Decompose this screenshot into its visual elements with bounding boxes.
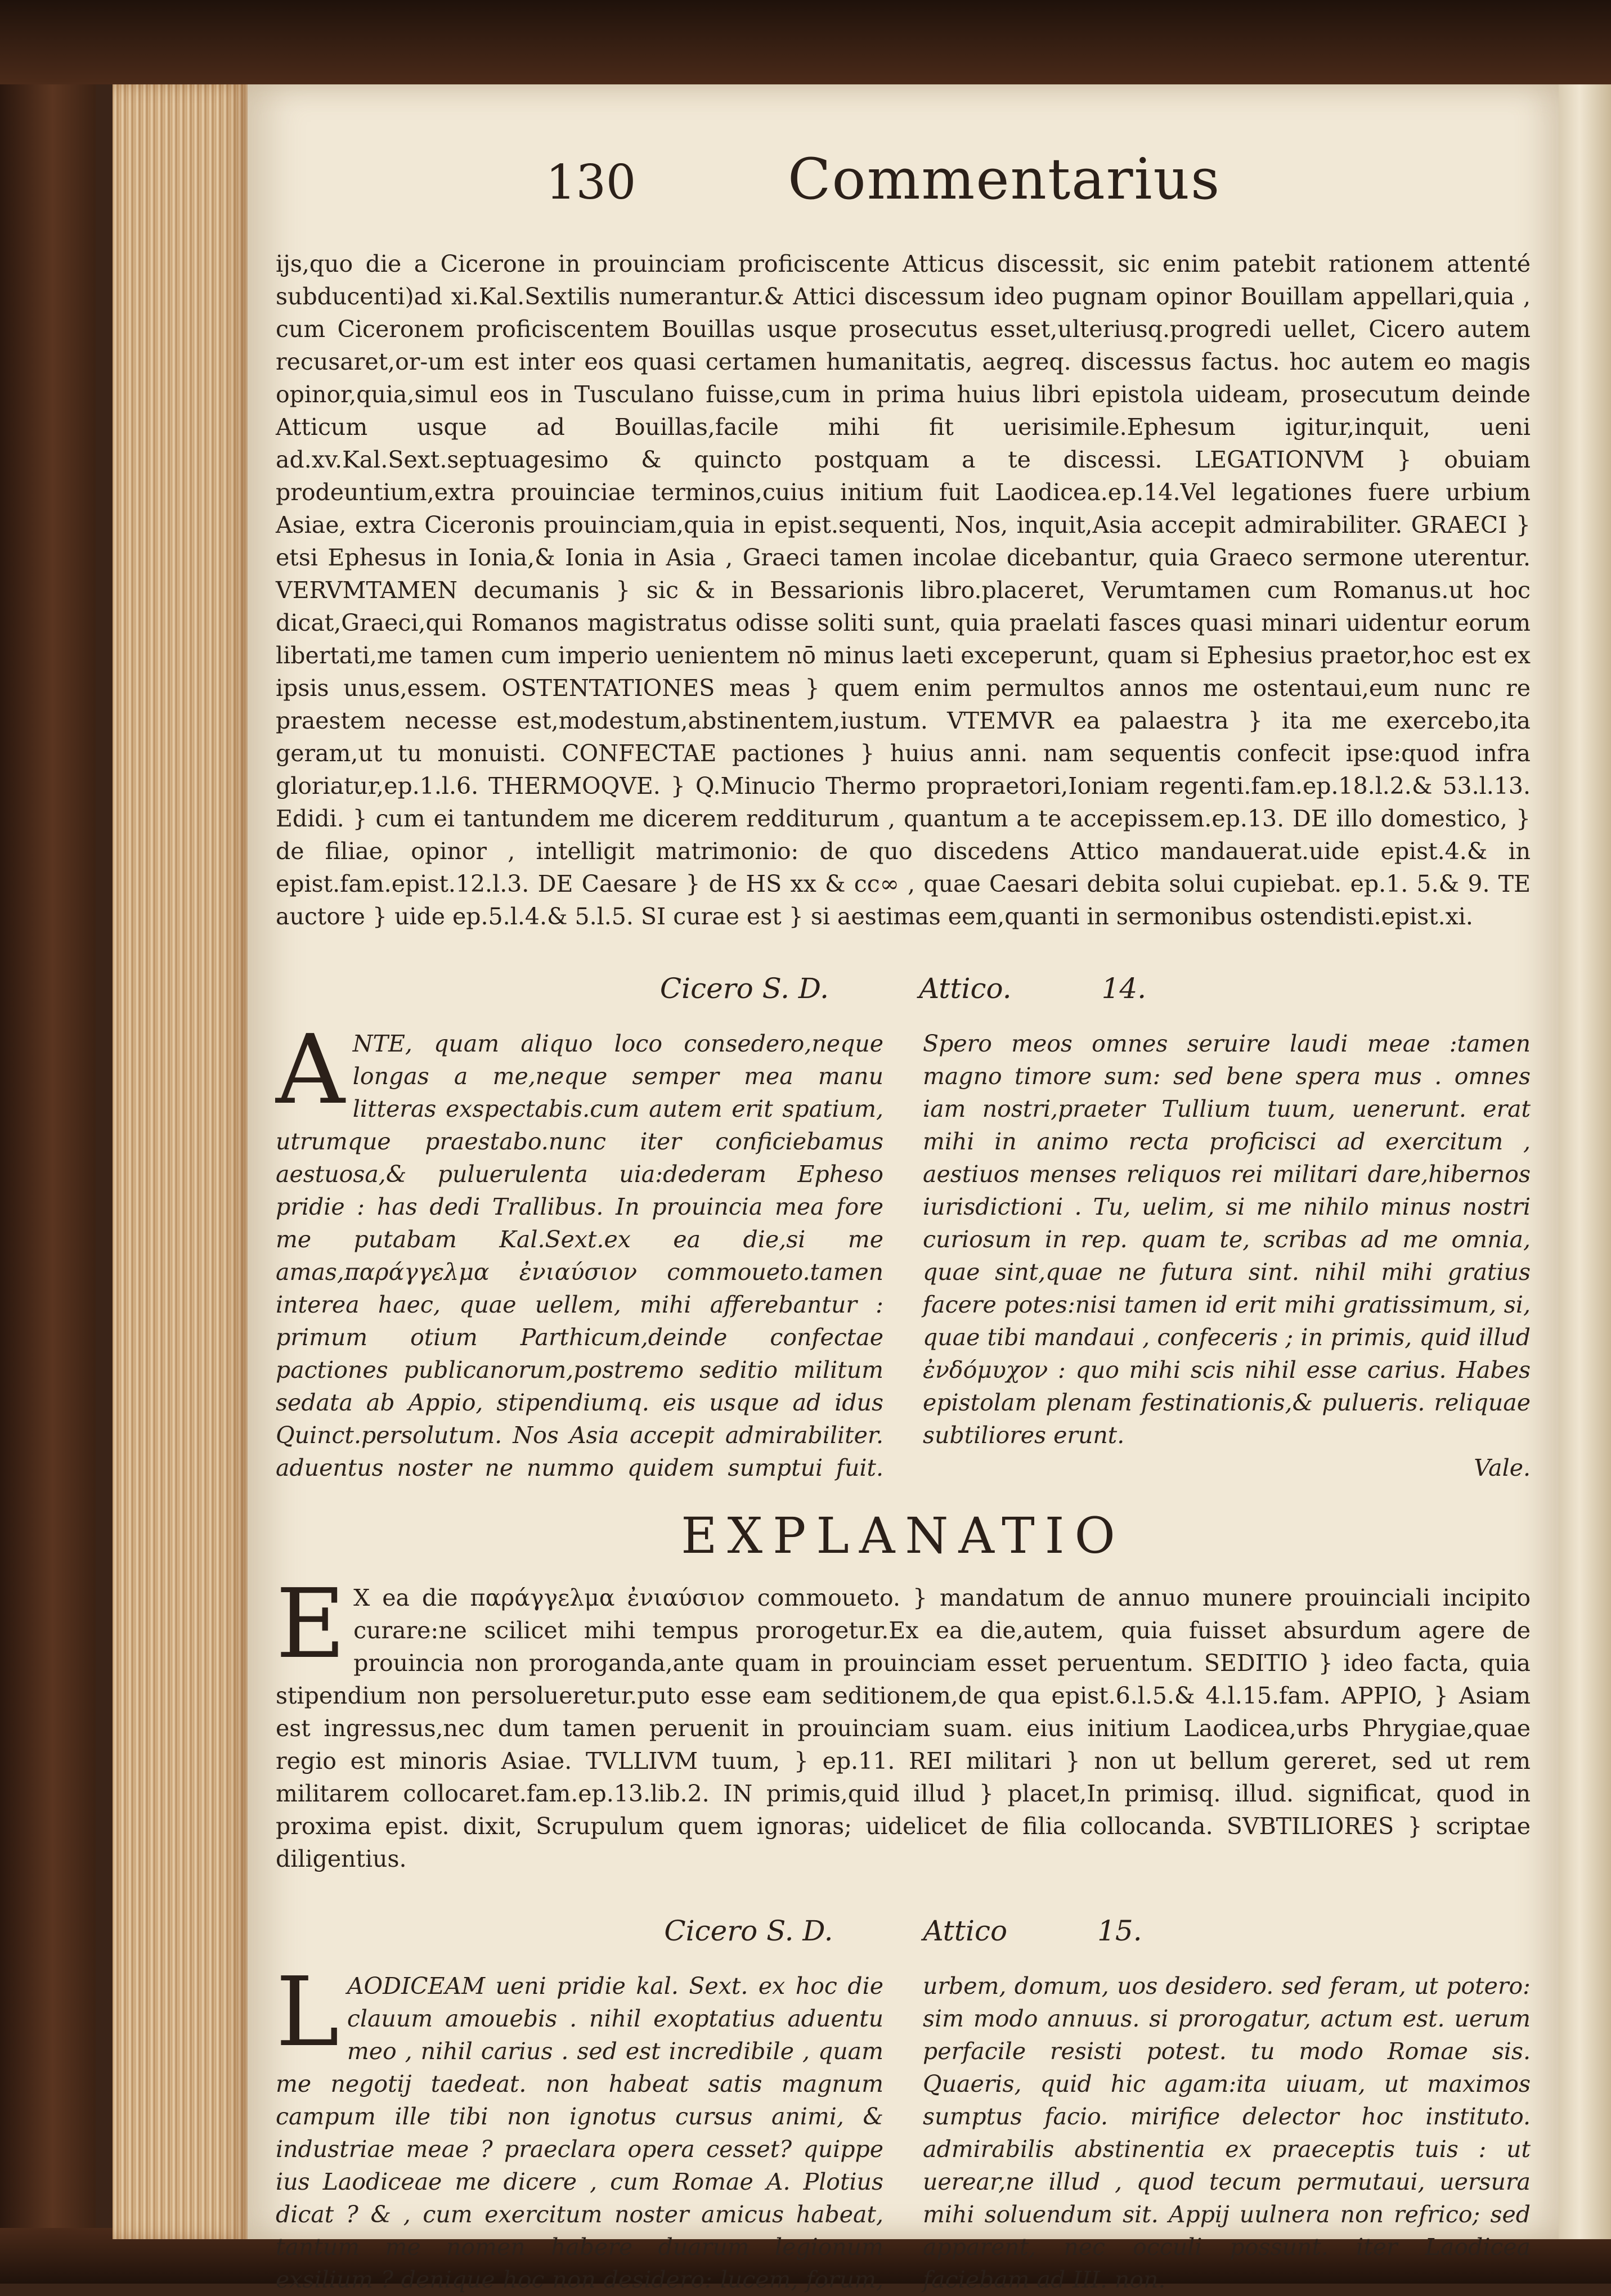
letter-15-recipient: Attico — [923, 1915, 1008, 1947]
book-cover-top — [0, 0, 1611, 84]
letter-15-heading — [276, 1915, 1531, 1947]
letter-14-heading — [276, 972, 1531, 1005]
facing-page-edge — [1559, 84, 1611, 2239]
letter-15-text: AODICEAM ueni pridie kal. Sext. ex hoc die clauum amouebis . nihil exoptatius aduentu meo , nihil carius . sed est incredibile , quam me negotij taedeat. non habeat satis magnum campum ille tibi non ignotus cursus animi, & industriae meae ? praeclara opera cesset? quippe ius Laodiceae me dicere , cum Romae A. Plotius dicat ? & , cum exercitum noster amicus habeat, tantum me nomen habere duarum legionum exsilium ? denique hoc non desidero: lucem, forum, urbem, domum, uos desidero. sed feram, ut potero: sim modo annuus. si prorogatur, actum est. uerum perfacile resisti potest. tu modo Romae sis. Quaeris, quid hic agam:ita uiuam, ut maximos sumptus facio. mirifice delector hoc instituto. admirabilis abstinentia ex praeceptis tuis : ut uerear,ne illud , quod tecum permutaui, uersura mihi soluendum sit. Appij uulnera non refrico; sed apparent, nec occuli possunt. iter Laodicea faciebam ad III. non. — [276, 1973, 1531, 2293]
letter-14-text: NTE, quam aliquo loco consedero,neque longas a me,neque semper mea manu litteras exspectabis.cum autem erit spatium, utrumque praestabo.nunc iter conficiebamus aestuosa,& puluerulenta uia:dederam Epheso pridie : has dedi Trallibus. In prouincia mea fore me putabam Kal.Sext.ex ea die,si me amas,παράγγελμα ἐνιαύσιον commoueto.tamen interea haec, quae uellem, mihi afferebantur : primum otium Parthicum,deinde confectae pactiones publicanorum,postremo seditio militum sedata ab Appio, stipendiumq. eis usque ad idus Quinct.persolutum. Nos Asia accepit admirabiliter. aduentus noster ne nummo quidem sumptui fuit. Spero meos omnes seruire laudi meae :tamen magno timore sum: sed bene spera mus . omnes iam nostri,praeter Tullium tuum, uenerunt. erat mihi in animo recta proficisci ad exercitum , aestiuos menses reliquos rei militari dare,hibernos iurisdictioni . Tu, uelim, si me nihilo minus nostri curiosum in rep. quam te, scribas ad me omnia, quae sint,quae ne futura sint. nihil mihi gratius facere potes:nisi tamen id erit mihi gratissimum, si, quae tibi mandaui , confeceris ; in primis, quid illud ἐνδόμυχον : quo mihi scis nihil esse carius. Habes epistolam plenam festinationis,& pulueris. reliquae subtiliores erunt. — [276, 1030, 1531, 1481]
commentary-text: ijs,quo die a Cicerone in prouinciam proficiscente Atticus discessit, sic enim patebit rationem attenté subducenti)ad xi.Kal.Sextilis numerantur.& Attici discessum ideo pugnam opinor Bouillam appellari,quia , cum Ciceronem proficiscentem Bouillas usque prosecutus esset,ulteriusq.progredi uellet, Cicero autem recusaret,or-um est inter eos quasi certamen humanitatis, aegreq. discessus factus. hoc autem eo magis opinor,quia,simul eos in Tusculano fuisse,cum in prima huius libri epistola uideam, prosecutum deinde Atticum usque ad Bouillas,facile mihi fit uerisimile.Ephesum igitur,inquit, ueni ad.xv.Kal.Sext.septuagesimo & quincto postquam a te discessi. LEGATIONVM } obuiam prodeuntium,extra prouinciae terminos,cuius initium fuit Laodicea.ep.14.Vel legationes fuere urbium Asiae, extra Ciceronis prouinciam,quia in epist.sequenti, Nos, inquit,Asia accepit admirabiliter. GRAECI } etsi Ephesus in Ionia,& Ionia in Asia , Graeci tamen incolae dicebantur, quia Graeco sermone uterentur. VERVMTAMEN decumanis } sic & in Bessarionis libro.placeret, Verumtamen cum Romanus.ut hoc dicat,Graeci,qui Romanos magistratus odisse soliti sunt, quia praelati fasces quasi minari uidentur eorum libertati,me tamen cum imperio uenientem nō minus laeti exceperunt, quam si Ephesius praetor,hoc est ex ipsis unus,essem. OSTENTATIONES meas } quem enim permultos annos me ostentaui,eum nunc re praestem necesse est,modestum,abstinentem,iustum. VTEMVR ea palaestra } ita me exercebo,ita geram,ut tu monuisti. CONFECTAE pactiones } huius anni. nam sequentis confecit ipse:quod infra gloriatur,ep.1.l.6. THERMOQVE. } Q.Minucio Thermo propraetori,Ioniam regenti.fam.ep.18.l.2.& 53.l.13. Edidi. } cum ei tantundem me dicerem redditurum , quantum a te accepissem.ep.13. DE illo domestico, } de filiae, opinor , intelligit matrimonio: de quo discedens Attico mandauerat.uide epist.4.& in epist.fam.epist.12.l.3. DE Caesare } de HS xx & cc∞ , quae Caesari debita solui cupiebat. ep.1. 5.& 9. TE auctore } uide ep.5.l.4.& 5.l.5. SI curae est } si aestimas eem,quanti in sermonibus ostendisti.epist.xi. — [276, 250, 1531, 930]
letter-14-closing: Vale. — [1474, 1454, 1531, 1481]
explanatio-body — [276, 1569, 1531, 1875]
letter-14-drop-cap: A — [276, 1014, 345, 1126]
page-content — [276, 146, 1531, 2296]
explanatio-text: X ea die παράγγελμα ἐνιαύσιον commoueto. } mandatum de annuo munere prouinciali incipito curare:ne scilicet mihi tempus prorogetur.Ex ea die,autem, quia fuisset absurdum agere de prouincia non proroganda,ante quam in prouinciam esset peruentum. SEDITIO } ideo facta, quia stipendium non persolueretur.puto esse eam seditionem,de qua epist.6.l.5.& 4.l.15.fam. APPIO, } Asiam est ingressus,nec dum tamen peruenit in prouinciam suam. eius initium Laodicea,urbs Phrygiae,quae regio est minoris Asiae. TVLLIVM tuum, } ep.11. REI militari } non ut bellum gereret, sed ut rem militarem collocaret.fam.ep.13.lib.2. IN primis,quid illud } placet,In primisq. illud. significat, quod in proxima epist. dixit, Scrupulum quem ignoras; uidelicet de filia collocanda. SVBTILIORES } scriptae diligentius. — [276, 1584, 1531, 1872]
letter-15-body — [276, 1957, 1531, 2296]
letter-15-drop-cap: L — [276, 1957, 339, 2068]
letter-14-body — [276, 1014, 1531, 1484]
page-edges — [113, 84, 248, 2239]
letter-15-sender: Cicero S. D. — [664, 1915, 833, 1947]
page-number: 130 — [546, 155, 636, 210]
letter-14-recipient: Attico. — [919, 972, 1012, 1005]
explanatio-title: EXPLANATIO — [681, 1507, 1125, 1565]
explanatio-drop-cap: E — [276, 1569, 346, 1680]
letter-14-number: 14. — [1101, 972, 1147, 1005]
letter-14-sender: Cicero S. D. — [659, 972, 829, 1005]
running-head — [276, 146, 1531, 248]
running-title: Commentarius — [788, 146, 1221, 212]
book-cover-left — [0, 0, 96, 2284]
letter-15-number: 15. — [1097, 1915, 1142, 1947]
